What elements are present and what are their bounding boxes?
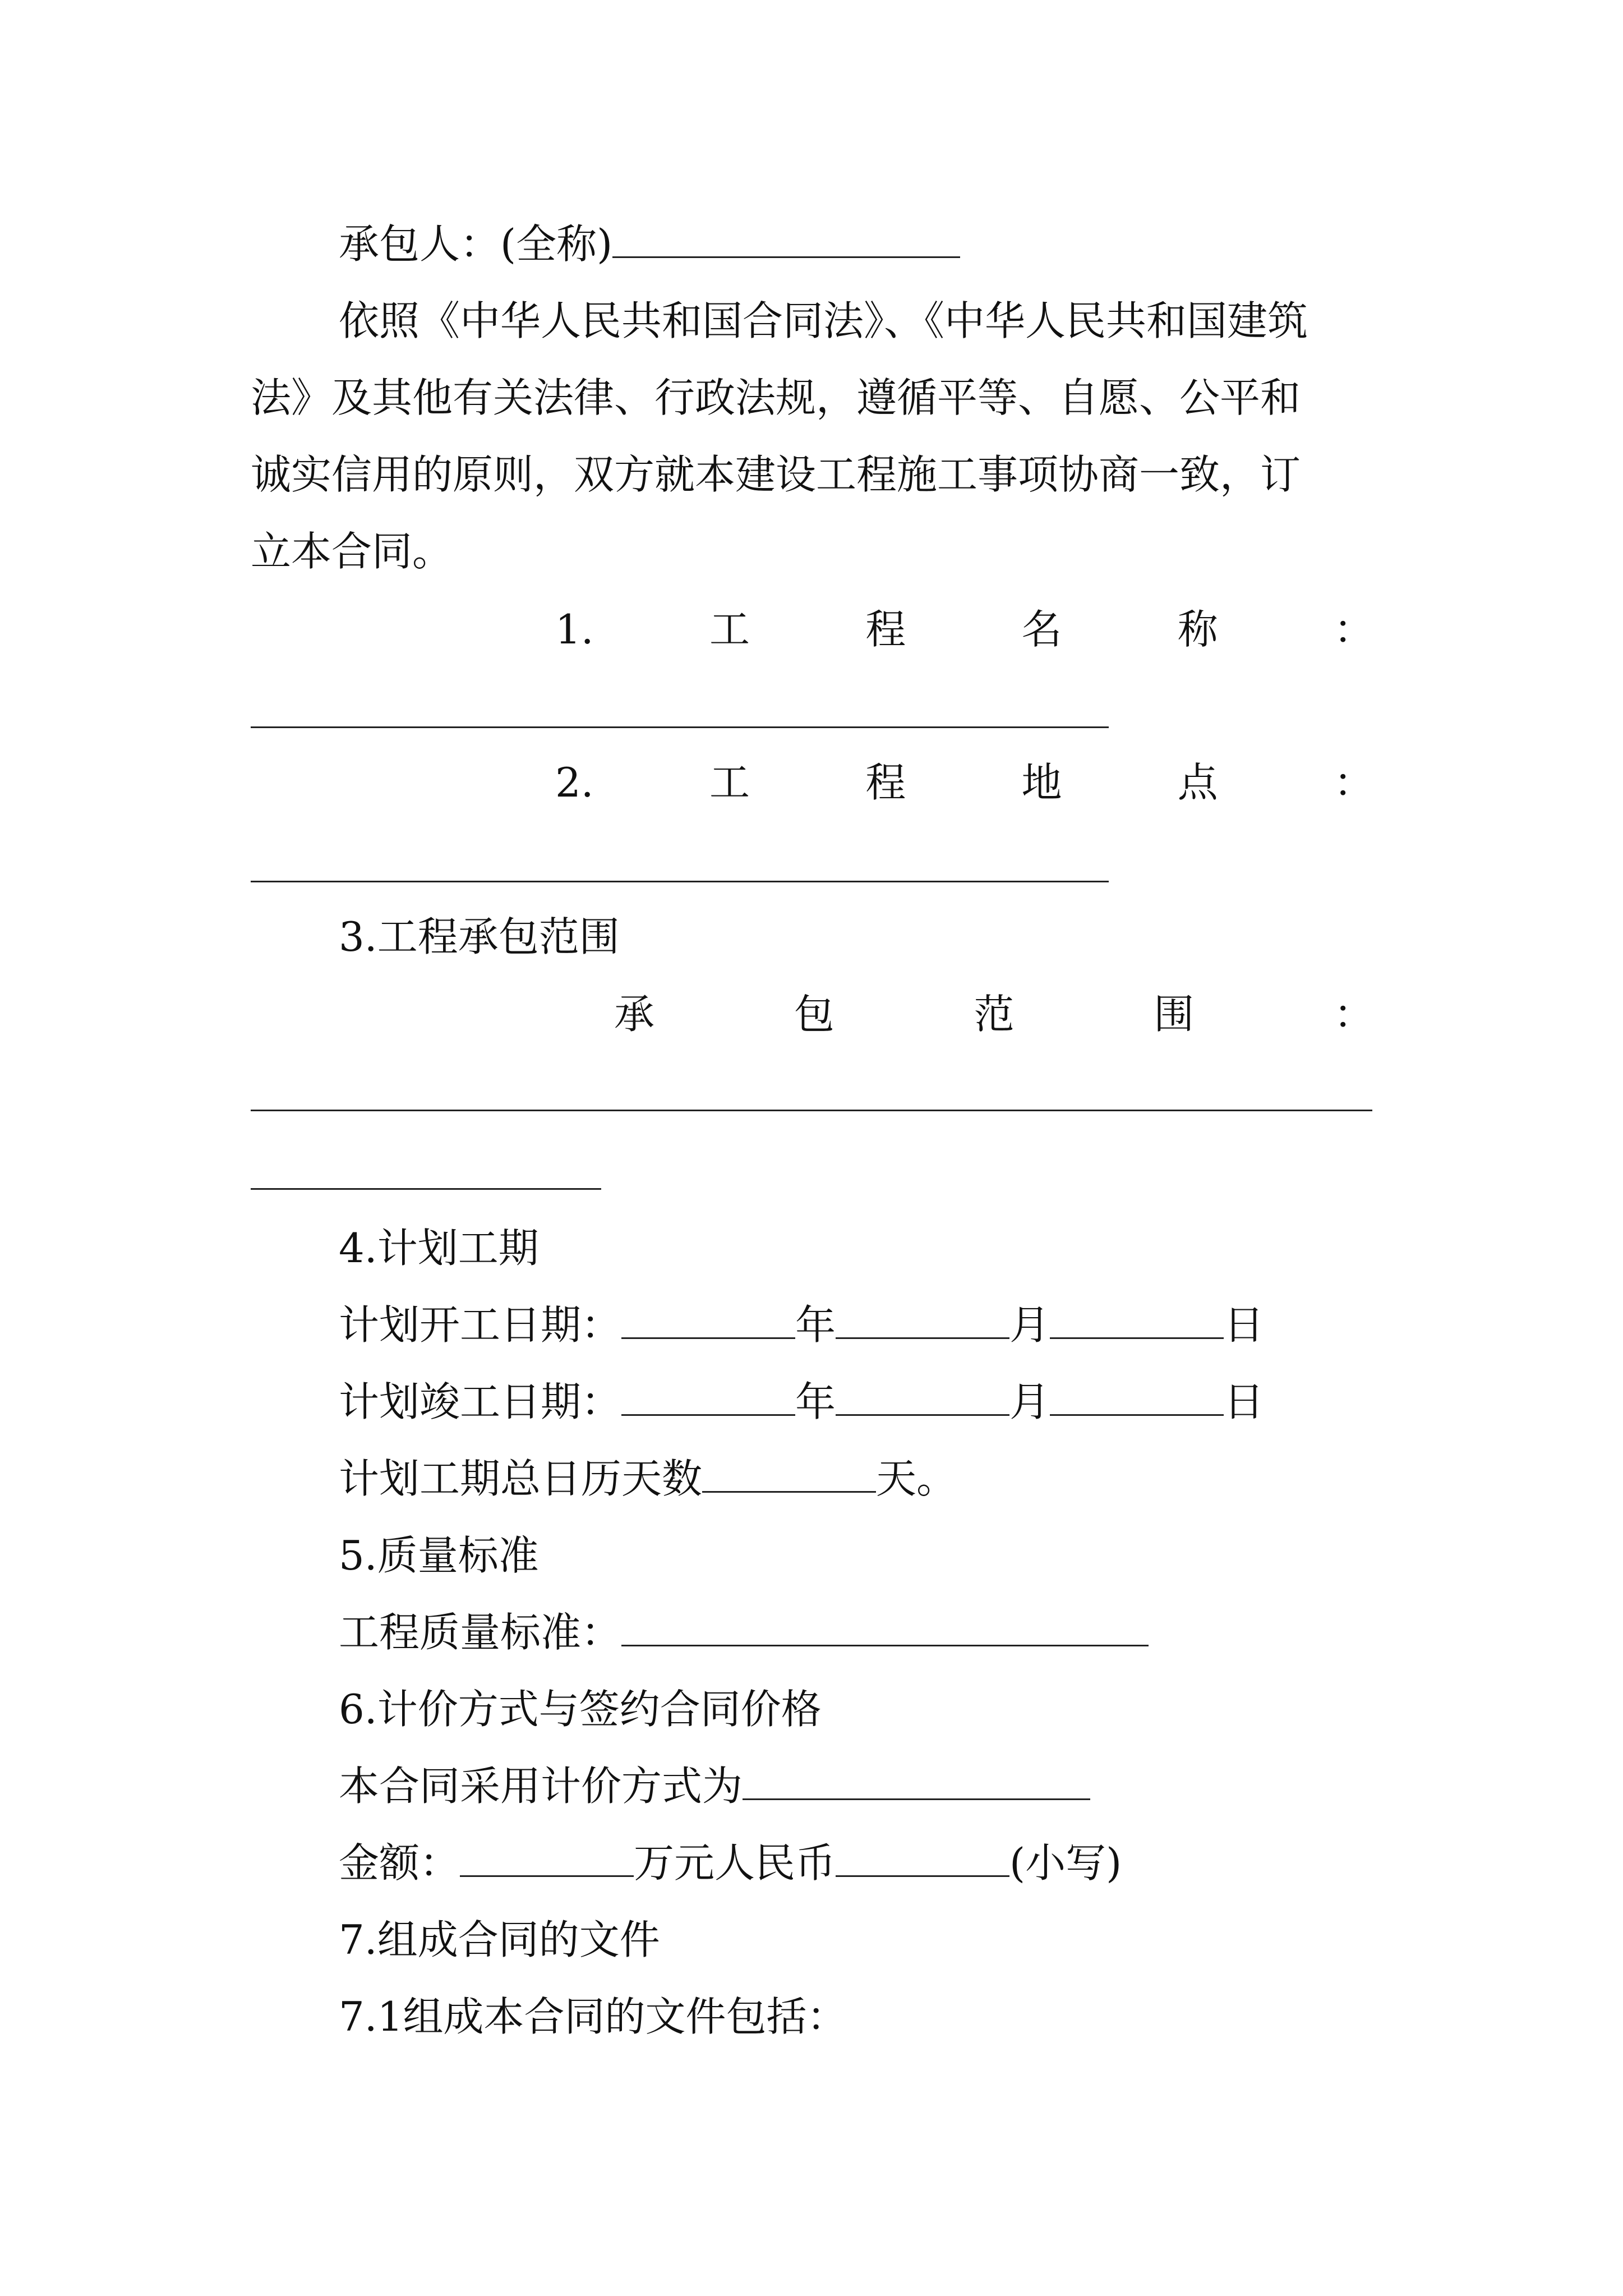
project-name-char: 称	[1177, 606, 1218, 653]
year-label: 年	[795, 1301, 836, 1349]
scope-field-line-2[interactable]	[251, 1188, 601, 1190]
contractor-label: 承包人：(全称)	[339, 220, 613, 268]
preamble-line-4: 立本合同。	[251, 528, 453, 575]
scope-char: 范	[974, 991, 1015, 1038]
start-date-line	[339, 1297, 1264, 1353]
project-name-char: 工	[709, 606, 750, 653]
month-label: 月	[1009, 1301, 1050, 1349]
quality-line	[339, 1604, 1149, 1660]
documents-subheading: 7.1组成本合同的文件包括：	[339, 1993, 847, 2040]
preamble-line-2: 法》及其他有关法律、行政法规，遵循平等、自愿、公平和	[251, 374, 1301, 421]
pricing-method-field[interactable]	[743, 1766, 1090, 1800]
schedule-heading: 4.计划工期	[339, 1225, 539, 1272]
end-date-line	[339, 1374, 1264, 1430]
quality-heading: 5.质量标准	[339, 1532, 539, 1579]
start-year-field[interactable]	[621, 1305, 795, 1339]
pricing-method-label: 本合同采用计价方式为	[339, 1763, 743, 1810]
project-name-num: 1.	[555, 606, 594, 653]
start-date-label: 计划开工日期：	[339, 1301, 622, 1349]
scope-char: 围	[1154, 991, 1195, 1038]
end-month-field[interactable]	[836, 1382, 1009, 1416]
amount-figures-field[interactable]	[836, 1843, 1009, 1877]
project-location-char: 点	[1177, 759, 1218, 806]
amount-note: (小写)	[1009, 1839, 1122, 1887]
project-name-colon: ：	[1333, 606, 1374, 653]
project-location-char: 地	[1021, 759, 1062, 806]
amount-words-field[interactable]	[460, 1843, 634, 1877]
contractor-line	[339, 216, 960, 272]
contractor-name-field[interactable]	[612, 224, 960, 258]
day-label: 日	[1224, 1301, 1265, 1349]
scope-label	[614, 986, 1374, 1042]
total-days-line	[339, 1451, 957, 1507]
total-days-unit: 天。	[876, 1455, 957, 1502]
year-label: 年	[795, 1378, 836, 1425]
scope-field-line-1[interactable]	[251, 1110, 1372, 1111]
amount-unit: 万元人民币	[634, 1839, 836, 1887]
start-day-field[interactable]	[1050, 1305, 1224, 1339]
project-location-num: 2.	[555, 759, 594, 806]
scope-char: 包	[794, 991, 834, 1038]
project-location-char: 程	[865, 759, 906, 806]
month-label: 月	[1009, 1378, 1050, 1425]
preamble-line-1: 依照《中华人民共和国合同法》、《中华人民共和国建筑	[339, 297, 1308, 344]
scope-heading: 3.工程承包范围	[339, 913, 620, 960]
preamble-line-3: 诚实信用的原则，双方就本建设工程施工事项协商一致，订	[251, 451, 1301, 498]
project-name-field[interactable]	[251, 726, 1109, 728]
start-month-field[interactable]	[836, 1305, 1009, 1339]
quality-field[interactable]	[621, 1612, 1149, 1646]
pricing-method-line	[339, 1758, 1090, 1814]
quality-label: 工程质量标准：	[339, 1609, 622, 1656]
amount-label: 金额：	[339, 1839, 460, 1887]
end-year-field[interactable]	[621, 1382, 795, 1416]
scope-colon: ：	[1333, 991, 1374, 1038]
scope-char: 承	[614, 991, 655, 1038]
total-days-label: 计划工期总日历天数	[339, 1455, 703, 1502]
project-name-heading	[555, 601, 1374, 657]
project-name-char: 名	[1021, 606, 1062, 653]
amount-line	[339, 1835, 1122, 1891]
project-name-char: 程	[865, 606, 906, 653]
total-days-field[interactable]	[702, 1458, 876, 1493]
project-location-heading	[555, 754, 1374, 811]
project-location-field[interactable]	[251, 881, 1109, 882]
project-location-colon: ：	[1333, 759, 1374, 806]
end-date-label: 计划竣工日期：	[339, 1378, 622, 1425]
pricing-heading: 6.计价方式与签约合同价格	[339, 1686, 822, 1733]
end-day-field[interactable]	[1050, 1382, 1224, 1416]
day-label: 日	[1224, 1378, 1265, 1425]
project-location-char: 工	[709, 759, 750, 806]
documents-heading: 7.组成合同的文件	[339, 1916, 660, 1963]
